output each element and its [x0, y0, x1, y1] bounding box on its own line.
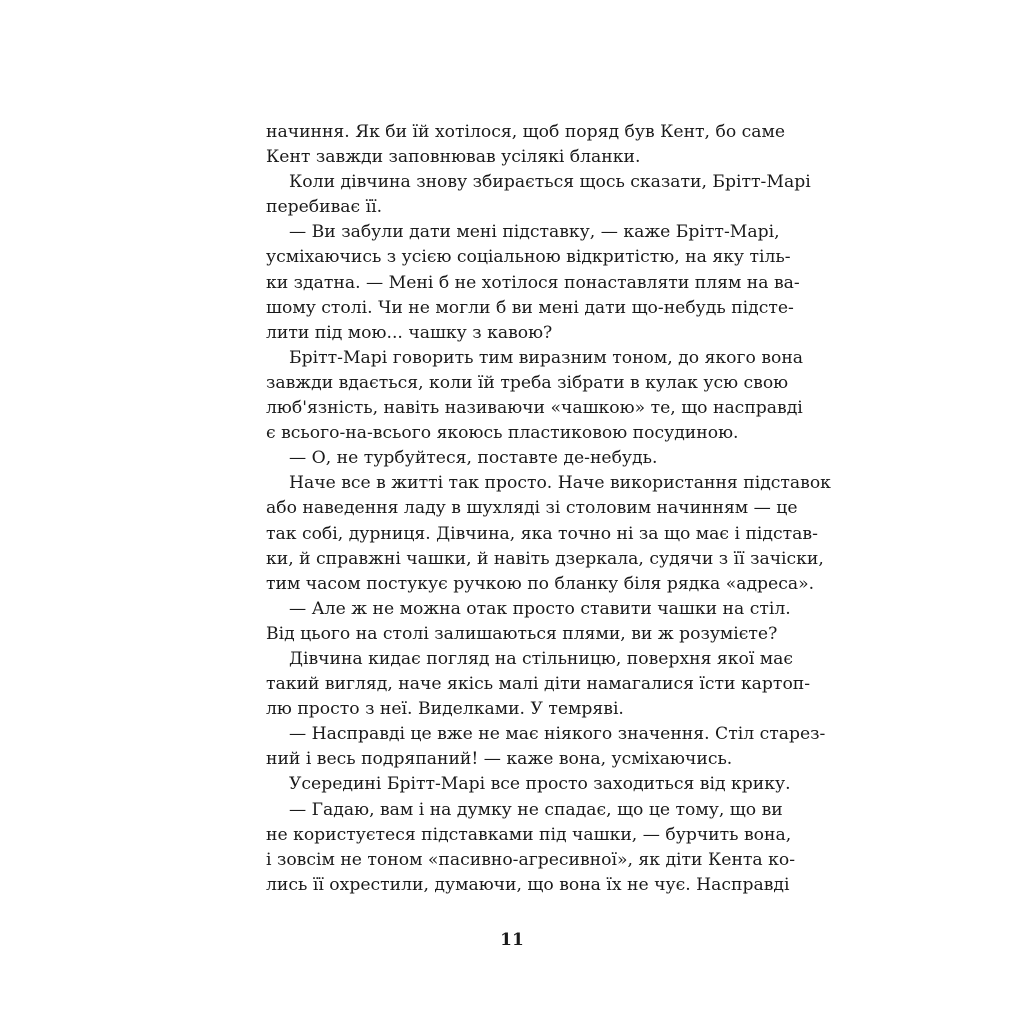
text-line: Усередині Брітт-Марі все просто заходиться від крику. [289, 774, 791, 795]
text-line: і зовсім не тоном «пасивно-агресивної», як діти Кента ко- [266, 849, 796, 870]
page-number: 11 [500, 930, 524, 950]
text-line: — Гадаю, вам і на думку не спадає, що це тому, що ви [289, 799, 783, 820]
text-line: Коли дівчина знову збирається щось сказати, Брітт-Марі [289, 172, 811, 193]
body-text [266, 120, 831, 898]
text-line: ний і весь подряпаний! — каже вона, усміхаючись. [266, 749, 733, 770]
text-line: Наче все в житті так просто. Наче використання підставок [289, 473, 831, 494]
text-line: — Але ж не можна отак просто ставити чашки на стіл. [289, 598, 791, 619]
text-line: Від цього на столі залишаються плями, ви ж розумієте? [266, 623, 778, 644]
text-line: лю просто з неї. Виделками. У темряві. [266, 699, 624, 720]
text-line: завжди вдається, коли їй треба зібрати в кулак усю свою [266, 372, 789, 393]
text-line: шому столі. Чи не могли б ви мені дати що-небудь підсте- [266, 297, 794, 318]
text-line: ки здатна. — Мені б не хотілося понаставляти плям на ва- [266, 272, 800, 293]
text-line: такий вигляд, наче якісь малі діти намагалися їсти картоп- [266, 674, 811, 695]
text-line: Кент завжди заповнював усілякі бланки. [266, 147, 641, 168]
text-line: лись її охрестили, думаючи, що вона їх не чує. Насправді [266, 874, 790, 895]
text-line: або наведення ладу в шухляді зі столовим начинням — це [266, 498, 798, 519]
text-line: начиння. Як би їй хотілося, щоб поряд був Кент, бо саме [266, 122, 786, 142]
text-line: не користуєтеся підставками під чашки, — бурчить вона, [266, 824, 792, 845]
text-line: Брітт-Марі говорить тим виразним тоном, до якого вона [289, 347, 804, 368]
text-line: лити під мою... чашку з кавою? [266, 322, 553, 343]
text-line: ки, й справжні чашки, й навіть дзеркала, судячи з її зачіски, [266, 548, 824, 569]
text-line: — Насправді це вже не має ніякого значення. Стіл старез- [289, 724, 826, 745]
text-line: — О, не турбуйтеся, поставте де-небудь. [289, 448, 658, 469]
text-line: усміхаючись з усією соціальною відкритістю, на яку тіль- [266, 247, 791, 268]
text-line: — Ви забули дати мені підставку, — каже Брітт-Марі, [289, 222, 780, 243]
text-line: люб'язність, навіть називаючи «чашкою» те, що насправді [266, 398, 803, 419]
text-line: Дівчина кидає погляд на стільницю, поверхня якої має [289, 648, 794, 669]
text-line: так собі, дурниця. Дівчина, яка точно ні за що має і підстав- [266, 523, 818, 544]
text-line: перебиває її. [266, 197, 383, 218]
text-line: є всього-на-всього якоюсь пластиковою посудиною. [266, 423, 739, 444]
text-line: тим часом постукує ручкою по бланку біля рядка «адреса». [266, 573, 815, 594]
